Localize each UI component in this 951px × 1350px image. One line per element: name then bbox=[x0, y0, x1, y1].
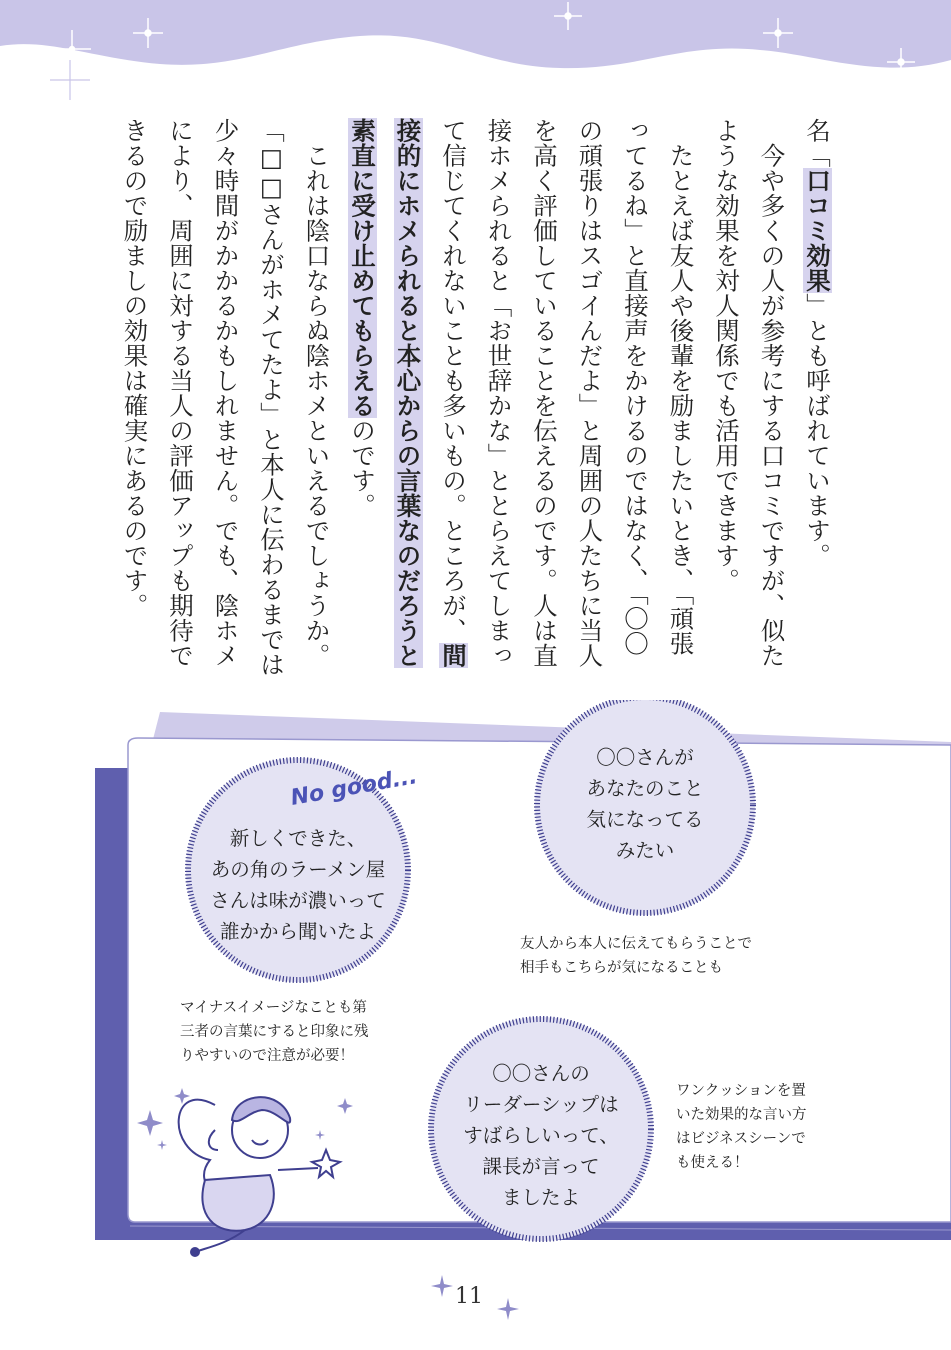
highlight-koukomi: 口コミ効果 bbox=[803, 168, 832, 293]
text-segment: 今や多くの人が参考にする口コミですが、似たような効果を対人関係でも活用できます。 bbox=[712, 118, 787, 668]
caption-good-2 bbox=[676, 1079, 856, 1175]
caption-line: りやすいので注意が必要！ bbox=[180, 1048, 354, 1064]
caption-line: も使える！ bbox=[676, 1155, 749, 1171]
page-number: 11 bbox=[455, 1284, 483, 1309]
bubble-line: 課長が言って bbox=[482, 1155, 600, 1178]
text-segment: 」とも呼ばれています。 bbox=[803, 293, 832, 568]
caption-line: ワンクッションを置 bbox=[676, 1083, 806, 1099]
caption-line: マイナスイメージなことも第 bbox=[180, 1000, 367, 1016]
bubble-line: すばらしいって、 bbox=[463, 1124, 619, 1147]
bubble-good-1-text bbox=[560, 742, 730, 866]
bubble-line: 誰かから聞いたよ bbox=[219, 920, 376, 943]
bubble-line: 気になってる bbox=[586, 808, 704, 831]
text-segment: 名「 bbox=[803, 118, 832, 168]
paragraph-2 bbox=[704, 118, 795, 678]
caption-line: 友人から本人に伝えてもらうことで bbox=[520, 936, 752, 952]
caption-good-1 bbox=[520, 932, 820, 980]
bubble-line: あなたのこと bbox=[586, 777, 704, 800]
caption-bad bbox=[180, 996, 420, 1068]
bubble-line: みたい bbox=[615, 839, 675, 862]
bubble-good-2-text bbox=[446, 1058, 636, 1213]
text-segment: たとえば友人や後輩を励ましたいとき、「頑張ってるね」と直接声をかけるのではなく、「〇〇の頑張りはスゴイんだよ」と周囲の人たちに当人を高く評価していることを伝えるのです。人は直接ホメられると「お世辞かな」ととらえてしまって信じてくれないことも多いもの。ところが、 bbox=[439, 118, 696, 668]
bubble-line: 〇〇さんの bbox=[492, 1062, 590, 1085]
caption-line: 三者の言葉にすると印象に残 bbox=[180, 1024, 369, 1040]
paragraph-4 bbox=[112, 118, 340, 678]
paragraph-3 bbox=[340, 118, 704, 678]
no-good-label: No good... bbox=[288, 764, 420, 811]
text-segment: これは陰口ならぬ陰ホメといえるでしょうか。「□□さんがホメてたよ」と本人に伝わるまでは少々時間がかかるかもしれません。でも、陰ホメにより、周囲に対する当人の評価アップも期待できるので励ましの効果は確実にあるのです。 bbox=[120, 118, 332, 677]
bubble-bad-text bbox=[198, 823, 398, 947]
header-wave-decoration bbox=[0, 0, 951, 110]
bubble-line: 新しくできた、 bbox=[229, 827, 367, 850]
bubble-line: ましたよ bbox=[501, 1186, 580, 1209]
caption-line: いた効果的な言い方 bbox=[676, 1107, 807, 1123]
bubble-line: リーダーシップは bbox=[463, 1093, 619, 1116]
text-segment: のです。 bbox=[348, 418, 377, 518]
bubble-line: あの角のラーメン屋 bbox=[210, 858, 386, 881]
caption-line: 相手もこちらが気になることも bbox=[520, 960, 723, 976]
paragraph-1 bbox=[795, 118, 841, 678]
caption-line: はビジネスシーンで bbox=[676, 1131, 806, 1147]
bubble-line: さんは味が濃いって bbox=[210, 889, 386, 912]
bubble-line: 〇〇さんが bbox=[596, 746, 694, 769]
main-article-text bbox=[110, 118, 840, 678]
highlight-indirect-praise: 間接的にホメられると本心からの言葉なのだろうと素直に受け止めてもらえる bbox=[348, 118, 468, 668]
